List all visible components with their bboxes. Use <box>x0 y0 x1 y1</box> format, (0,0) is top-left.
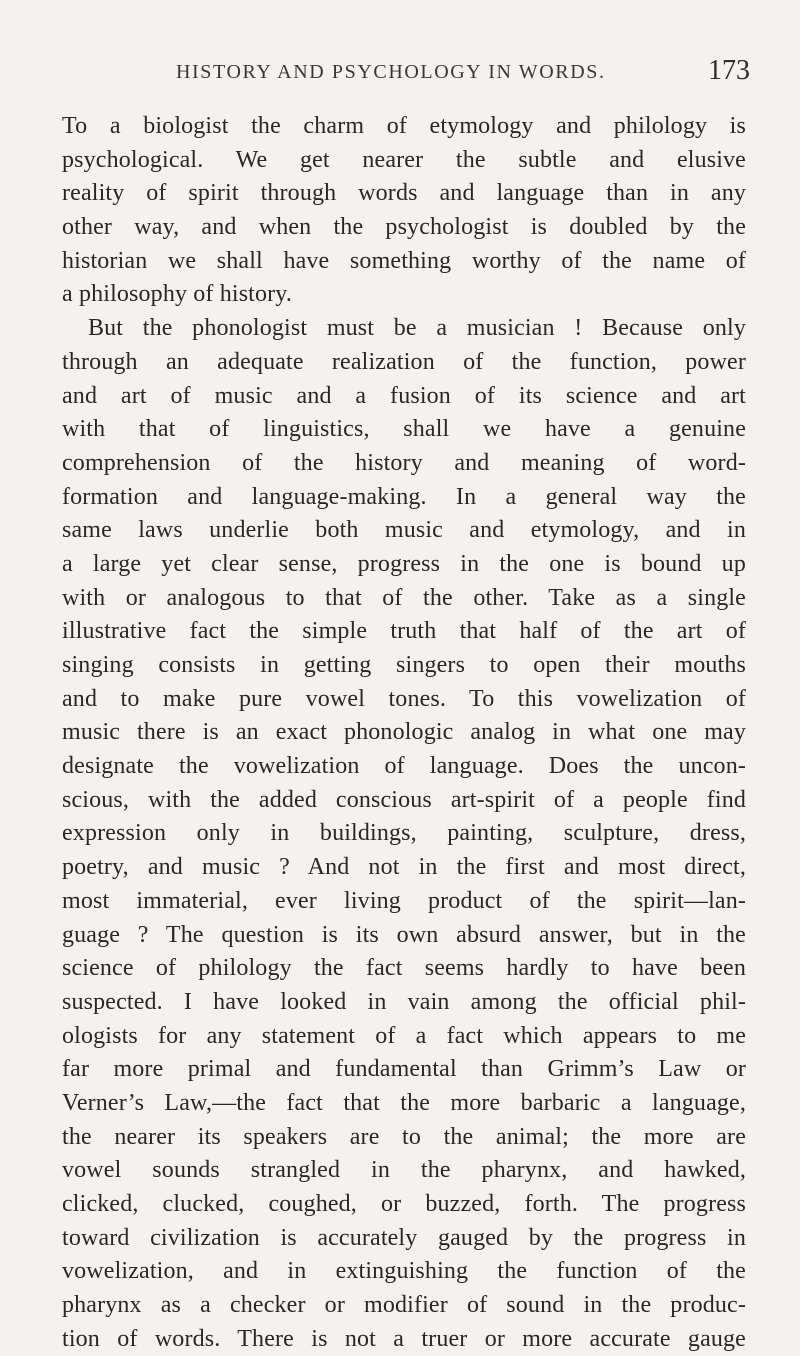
text-line: pharynx as a checker or modifier of sound in the produc- <box>62 1292 746 1319</box>
text-line: most immaterial, ever living product of the spirit—lan- <box>62 887 746 914</box>
text-line: and art of music and a fusion of its science and art <box>62 382 746 409</box>
running-head <box>0 57 800 97</box>
text-line: designate the vowelization of language. Does the uncon- <box>62 753 746 780</box>
text-line: the nearer its speakers are to the animal; the more are <box>62 1123 746 1150</box>
text-line: with or analogous to that of the other. Take as a single <box>62 584 746 611</box>
text-line: suspected. I have looked in vain among the official phil- <box>62 988 746 1015</box>
text-line: To a biologist the charm of etymology and philology is <box>62 113 746 139</box>
text-line: toward civilization is accurately gauged by the progress in <box>62 1224 746 1251</box>
text-line: formation and language-making. In a general way the <box>62 483 746 510</box>
text-line: tion of words. There is not a truer or more accurate gauge <box>62 1325 746 1352</box>
text-line: a philosophy of history. <box>62 281 293 308</box>
text-line: Verner’s Law,—the fact that the more barbaric a language, <box>62 1089 746 1116</box>
text-line: singing consists in getting singers to open their mouths <box>62 652 746 678</box>
body-text <box>62 110 746 1356</box>
text-line: through an adequate realization of the function, power <box>62 348 746 375</box>
text-line: reality of spirit through words and language than in any <box>62 180 746 207</box>
text-line: psychological. We get nearer the subtle and elusive <box>62 146 746 173</box>
text-line: other way, and when the psychologist is doubled by the <box>62 214 746 241</box>
text-line: music there is an exact phonologic analog in what one may <box>62 719 746 746</box>
text-line: poetry, and music ? And not in the first and most direct, <box>62 854 746 881</box>
text-line: and to make pure vowel tones. To this vowelization of <box>62 685 746 712</box>
text-line: same laws underlie both music and etymology, and in <box>62 517 746 544</box>
text-line: comprehension of the history and meaning of word- <box>62 449 746 476</box>
text-line: scious, with the added conscious art-spirit of a people find <box>62 786 746 813</box>
text-line: far more primal and fundamental than Grimm’s Law or <box>62 1056 746 1083</box>
text-line: illustrative fact the simple truth that half of the art of <box>62 618 746 645</box>
text-line: ologists for any statement of a fact which appears to me <box>62 1022 746 1049</box>
text-line: with that of linguistics, shall we have a genuine <box>62 416 746 443</box>
text-line: expression only in buildings, painting, sculpture, dress, <box>62 820 746 847</box>
text-line: vowel sounds strangled in the pharynx, and hawked, <box>62 1157 746 1184</box>
text-line: historian we shall have something worthy of the name of <box>62 247 746 274</box>
page-number: 173 <box>708 55 750 86</box>
text-line: guage ? The question is its own absurd answer, but in the <box>62 921 746 948</box>
text-line: science of philology the fact seems hardly to have been <box>62 955 746 982</box>
text-line: a large yet clear sense, progress in the one is bound up <box>62 550 746 577</box>
text-line: clicked, clucked, coughed, or buzzed, forth. The progress <box>62 1191 746 1217</box>
text-line: But the phonologist must be a musician ! Because only <box>88 315 746 342</box>
text-line: vowelization, and in extinguishing the function of the <box>62 1258 746 1285</box>
running-title: HISTORY AND PSYCHOLOGY IN WORDS. <box>176 61 606 83</box>
